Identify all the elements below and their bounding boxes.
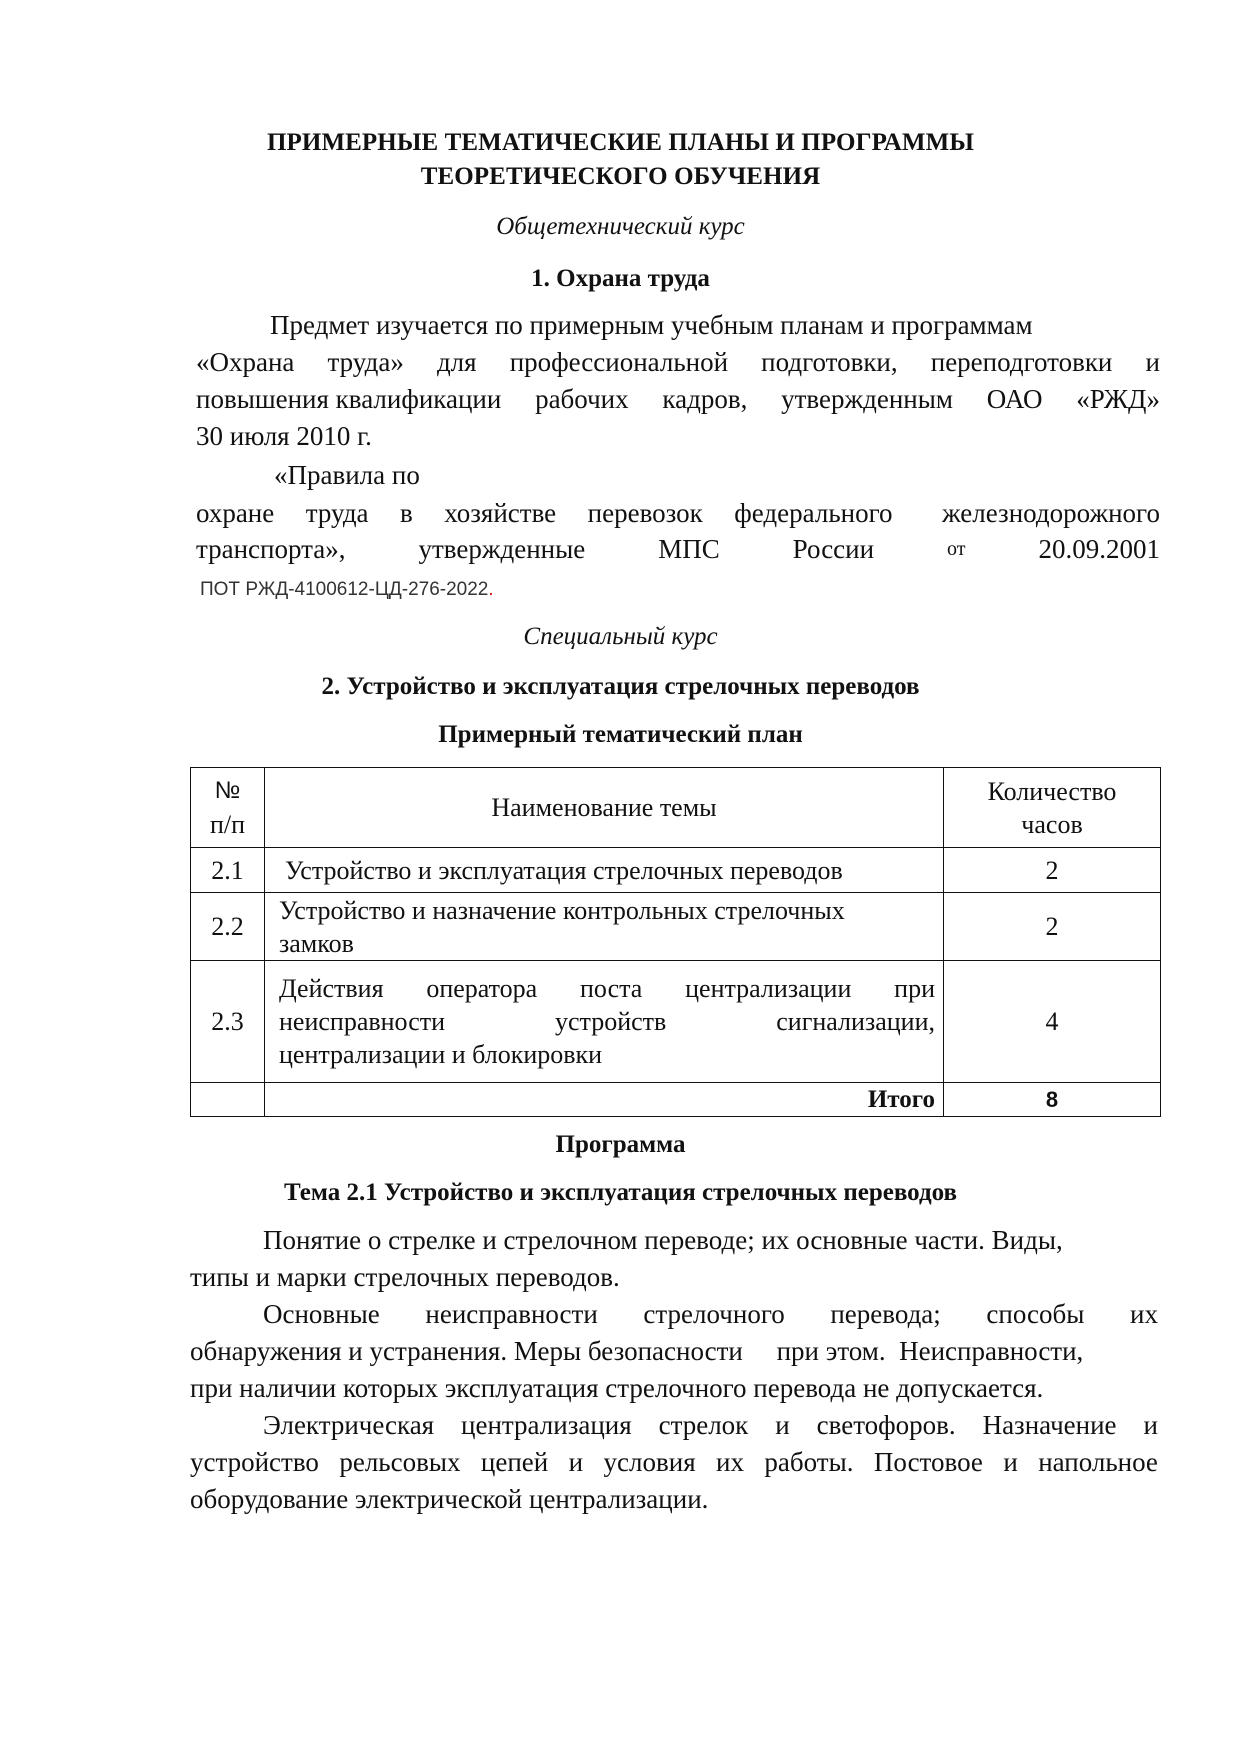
word: федерального — [734, 498, 893, 528]
row-hours: 4 — [944, 961, 1161, 1083]
word: Постовое — [873, 1447, 983, 1477]
word: стрелок — [658, 1410, 749, 1440]
word: в — [400, 498, 413, 528]
table-header-row — [191, 768, 1161, 848]
program-title: Программа — [555, 1131, 686, 1158]
word: и — [1143, 1410, 1158, 1440]
word: Назначение — [982, 1410, 1117, 1440]
program-p3-line-1 — [263, 1410, 1158, 1440]
word: рельсовых — [339, 1447, 461, 1477]
word: охране — [196, 498, 275, 528]
header-num-sign: № — [214, 776, 241, 804]
paragraph-1-line-1: Предмет изучается по примерным учебным планам и программам — [270, 310, 1033, 340]
row-topic-name-line-1: Устройство и назначение контрольных стрелочных — [279, 895, 845, 925]
total-label: Итого — [265, 1083, 944, 1117]
table-total-row — [191, 1083, 1161, 1117]
word: «РЖД» — [1076, 384, 1160, 414]
row-topic-name: Устройство и эксплуатация стрелочных переводов — [265, 848, 944, 893]
header-hours-line-1: Количество — [987, 776, 1117, 806]
paragraph-1-line-4: 30 июля 2010 г. — [196, 421, 372, 451]
table-row — [191, 961, 1161, 1083]
program-p2-line-1 — [263, 1299, 1158, 1329]
row-num: 2.2 — [191, 893, 265, 961]
word: напольное — [1038, 1447, 1158, 1477]
word: «Охрана — [196, 347, 295, 377]
special-course-label: Специальный курс — [523, 623, 718, 650]
row-topic-name-line-1: Действия оператора поста централизации при — [279, 974, 935, 1003]
document-title-line-2: ТЕОРЕТИЧЕСКОГО ОБУЧЕНИЯ — [420, 163, 821, 190]
word: способы — [986, 1299, 1085, 1329]
word: для — [436, 347, 477, 377]
row-num: 2.1 — [191, 848, 265, 893]
word: перевозок — [587, 498, 703, 528]
row-topic-name-line-3: централизации и блокировки — [279, 1040, 603, 1069]
word: их — [1130, 1299, 1158, 1329]
header-hours-line-2: часов — [1021, 809, 1083, 839]
row-topic-name-line-2: неисправности устройств сигнализации, — [279, 1007, 935, 1036]
word: ОАО — [986, 384, 1043, 414]
word: труда — [305, 498, 369, 528]
word: труда» — [327, 347, 404, 377]
word: и — [1003, 1447, 1018, 1477]
word: устройство — [190, 1447, 319, 1477]
thematic-plan-title: Примерный тематический план — [438, 721, 803, 748]
word: хозяйстве — [444, 498, 557, 528]
total-empty-cell — [191, 1083, 265, 1117]
regulation-reference — [200, 578, 494, 602]
word: кадров, — [662, 384, 748, 414]
paragraph-2-line-2 — [196, 498, 1160, 528]
word: и — [1145, 347, 1160, 377]
word: переподготовки — [930, 347, 1113, 377]
program-p3-line-2 — [190, 1447, 1158, 1477]
word: Основные — [263, 1299, 380, 1329]
table-row — [191, 893, 1161, 961]
word: светофоров. — [816, 1410, 956, 1440]
total-value: 8 — [944, 1083, 1161, 1117]
word: транспорта», — [196, 534, 346, 564]
header-num — [191, 768, 265, 848]
header-topic-name: Наименование темы — [265, 768, 944, 848]
word: Электрическая — [263, 1410, 435, 1440]
regulation-code: ПОТ РЖД-4100612-ЦД-276-2022 — [200, 579, 489, 600]
paragraph-1-line-2 — [196, 347, 1160, 377]
word: утвержденным — [781, 384, 953, 414]
word: условия — [603, 1447, 696, 1477]
word: и — [568, 1447, 584, 1477]
topic-2-1-title: Тема 2.1 Устройство и эксплуатация стрелочных переводов — [284, 1179, 957, 1206]
general-course-label: Общетехнический курс — [496, 213, 745, 240]
row-topic-name — [265, 893, 944, 961]
section-2-title: 2. Устройство и эксплуатация стрелочных переводов — [321, 673, 920, 700]
word: стрелочного — [643, 1299, 785, 1329]
header-hours — [944, 768, 1161, 848]
word: железнодорожного — [941, 498, 1160, 528]
paragraph-1-line-3 — [196, 384, 1160, 414]
word: работы. — [764, 1447, 854, 1477]
word: их — [716, 1447, 744, 1477]
word: перевода; — [830, 1299, 941, 1329]
program-p2-line-2: обнаружения и устранения. Меры безопасности при этом. Неисправности, — [190, 1336, 1084, 1366]
word: повышения квалификации — [196, 384, 502, 414]
word: рабочих — [535, 384, 629, 414]
word: и — [775, 1410, 790, 1440]
regulation-period: . — [488, 579, 494, 600]
document-title-line-1: ПРИМЕРНЫЕ ТЕМАТИЧЕСКИЕ ПЛАНЫ И ПРОГРАММЫ — [267, 129, 974, 156]
program-p1-line-2: типы и марки стрелочных переводов. — [190, 1262, 620, 1292]
word: МПС — [658, 534, 720, 564]
program-p1-line-1: Понятие о стрелке и стрелочном переводе; их основные части. Виды, — [263, 1225, 1063, 1255]
program-p2-line-3: при наличии которых эксплуатация стрелочного перевода не допускается. — [190, 1373, 1044, 1403]
document-title — [0, 126, 1241, 194]
word: от — [947, 538, 966, 560]
row-num: 2.3 — [191, 961, 265, 1083]
row-topic-name — [265, 961, 944, 1083]
paragraph-2-line-1: «Правила по — [274, 460, 420, 490]
header-num-pp: п/п — [209, 809, 246, 839]
word: утвержденные — [418, 534, 586, 564]
table-row — [191, 848, 1161, 893]
row-topic-name-line-2: замков — [279, 928, 354, 958]
word: неисправности — [425, 1299, 598, 1329]
paragraph-2-line-3 — [196, 534, 1160, 564]
word: профессиональной — [509, 347, 729, 377]
row-hours: 2 — [944, 893, 1161, 961]
thematic-plan-table — [190, 767, 1161, 1117]
section-1-title: 1. Охрана труда — [531, 265, 710, 292]
word: России — [792, 534, 875, 564]
word: централизация — [461, 1410, 632, 1440]
word: 20.09.2001 — [1038, 534, 1160, 564]
word: цепей — [480, 1447, 549, 1477]
word: подготовки, — [761, 347, 898, 377]
program-p3-line-3: оборудование электрической централизации. — [190, 1484, 709, 1514]
row-hours: 2 — [944, 848, 1161, 893]
